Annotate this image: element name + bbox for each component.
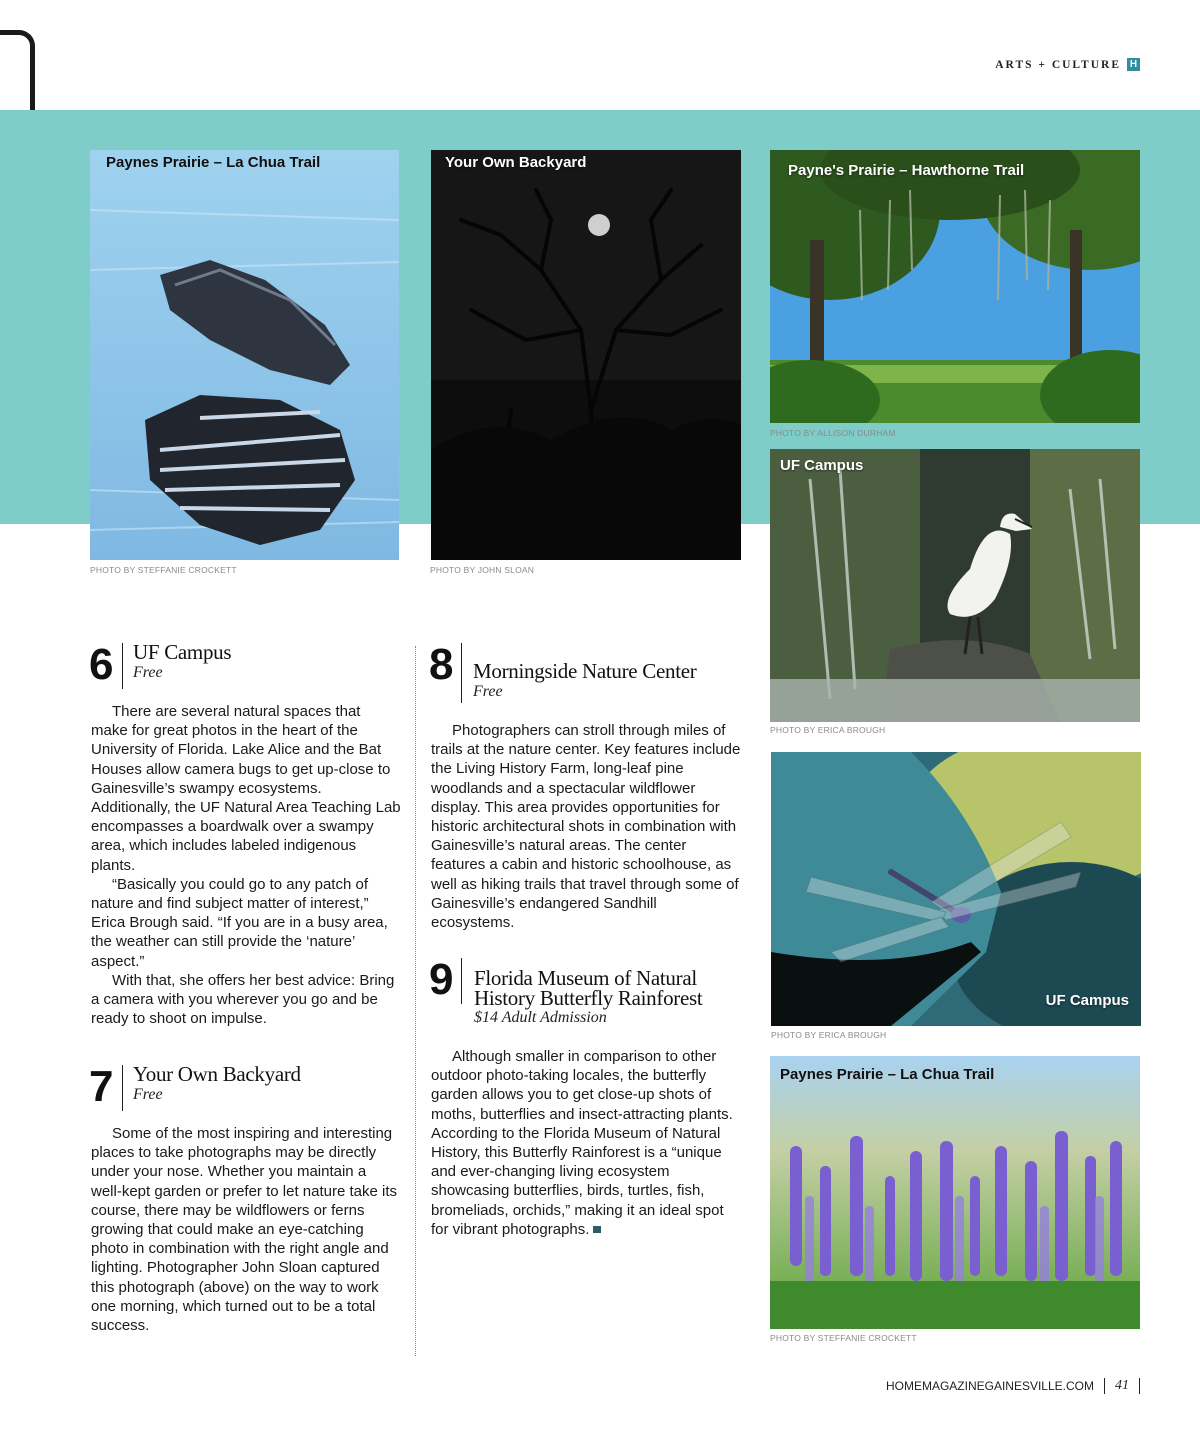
entry-subtitle: Free [473,683,503,700]
photo-title: Payne's Prairie – Hawthorne Trail [788,162,1025,179]
home-magazine-logo-icon: H [1127,58,1140,71]
number-divider [122,643,123,689]
photo-tree-moon [431,150,741,560]
page-number: 41 [1115,1378,1129,1393]
photo-title: Your Own Backyard [445,154,587,171]
entry-title-line2: History Butterfly Rainforest [474,986,703,1010]
photo-egret [770,449,1140,722]
entry-title: Morningside Nature Center [473,659,697,683]
entry-subtitle: $14 Adult Admission [474,1009,607,1026]
photo-title: UF Campus [780,457,864,474]
number-divider [461,958,462,1004]
entry-number: 8 [429,640,454,689]
paragraph: Some of the most inspiring and interesting places to take photographs may be directly under your nose. Whether you maintain a well-kept garden or prefer to let nature take its course, there may be wildflowers or ferns growing that could make an eye-catching photo in combination with the right angle and lighting. Photographer John Sloan captured this photograph (above) on the way to work one morning, which turned out to be a total success. [91,1125,397,1335]
number-divider [122,1065,123,1111]
entry-body [431,721,743,932]
footer-website: HOMEMAGAZINEGAINESVILLE.COM [885,1379,1094,1393]
end-mark-icon [593,1226,601,1233]
entry-subtitle: Free [133,1086,163,1103]
section-name: ARTS + CULTURE [995,58,1121,71]
paragraph: Photographers can stroll through miles of trails at the nature center. Key features include the Living History Farm, long-leaf pine woodlands and a spectacular wildflower display. This area provides opportunities for historic architectural shots in combination with Gainesville’s natural areas. The center features a cabin and historic schoolhouse, as well as hiking trails that travel through some of Gainesville’s endangered Sandhill ecosystems. [431,722,741,932]
paragraph-wrapper [431,1047,743,1239]
footer-divider [1104,1378,1105,1394]
entry-number: 9 [429,955,454,1004]
photo-credit: PHOTO BY STEFFANIE CROCKETT [770,1333,917,1343]
photo-credit: PHOTO BY ALLISON DURHAM [770,428,896,438]
number-divider [461,643,462,703]
photo-credit: PHOTO BY ERICA BROUGH [770,725,886,735]
paragraph: “Basically you could go to any patch of nature and find subject matter of interest,” Erica Brough said. “If you are in a busy area, the weather can still provide the ‘nature’ aspect.” [91,875,388,970]
photo-alligator [90,150,399,560]
footer-divider [1139,1378,1140,1394]
photo-credit: PHOTO BY STEFFANIE CROCKETT [90,565,237,575]
entry-body [91,702,401,1028]
page-footer [886,1378,1140,1394]
entry-number: 7 [89,1062,114,1111]
photo-credit: PHOTO BY JOHN SLOAN [430,565,535,575]
paragraph: Although smaller in comparison to other outdoor photo-taking locales, the butterfly garden allows you to get close-up shots of moths, butterflies and insect-attracting plants. According to the Florida Museum of Natural History, this Butterfly Rainforest is a “unique and ever-changing living ecosystem showcasing butterflies, birds, turtles, fish, bromeliads, orchids,” making it an ideal spot for vibrant photographs. [431,1048,733,1238]
photo-hawthorne-trail [770,150,1140,423]
photo-title: Paynes Prairie – La Chua Trail [106,154,321,171]
photo-title: Paynes Prairie – La Chua Trail [780,1066,995,1083]
section-label [995,58,1140,71]
photo-dragonfly [771,752,1141,1026]
paragraph: There are several natural spaces that make for great photos in the heart of the University of Florida. Lake Alice and the Bat Houses allow camera bugs to get up-close to Gainesville’s swampy ecosystems. Additionally, the UF Natural Area Teaching Lab encompasses a boardwalk over a swampy area, which includes labeled indigenous plants. [91,703,401,874]
entry-title: Your Own Backyard [133,1062,301,1086]
entry-title-line1: Florida Museum of Natural [474,966,697,990]
entry-title: UF Campus [133,640,232,664]
photo-credit: PHOTO BY ERICA BROUGH [771,1030,887,1040]
paragraph: With that, she offers her best advice: Bring a camera with you wherever you go and be ready to shoot on impulse. [91,971,395,1028]
entry-body [431,1047,743,1239]
column-divider [415,646,416,1356]
photo-title: UF Campus [1045,992,1129,1009]
photo-purple-flowers [770,1056,1140,1329]
entry-subtitle: Free [133,664,163,681]
entry-number: 6 [89,640,114,689]
entry-body [91,1124,401,1335]
